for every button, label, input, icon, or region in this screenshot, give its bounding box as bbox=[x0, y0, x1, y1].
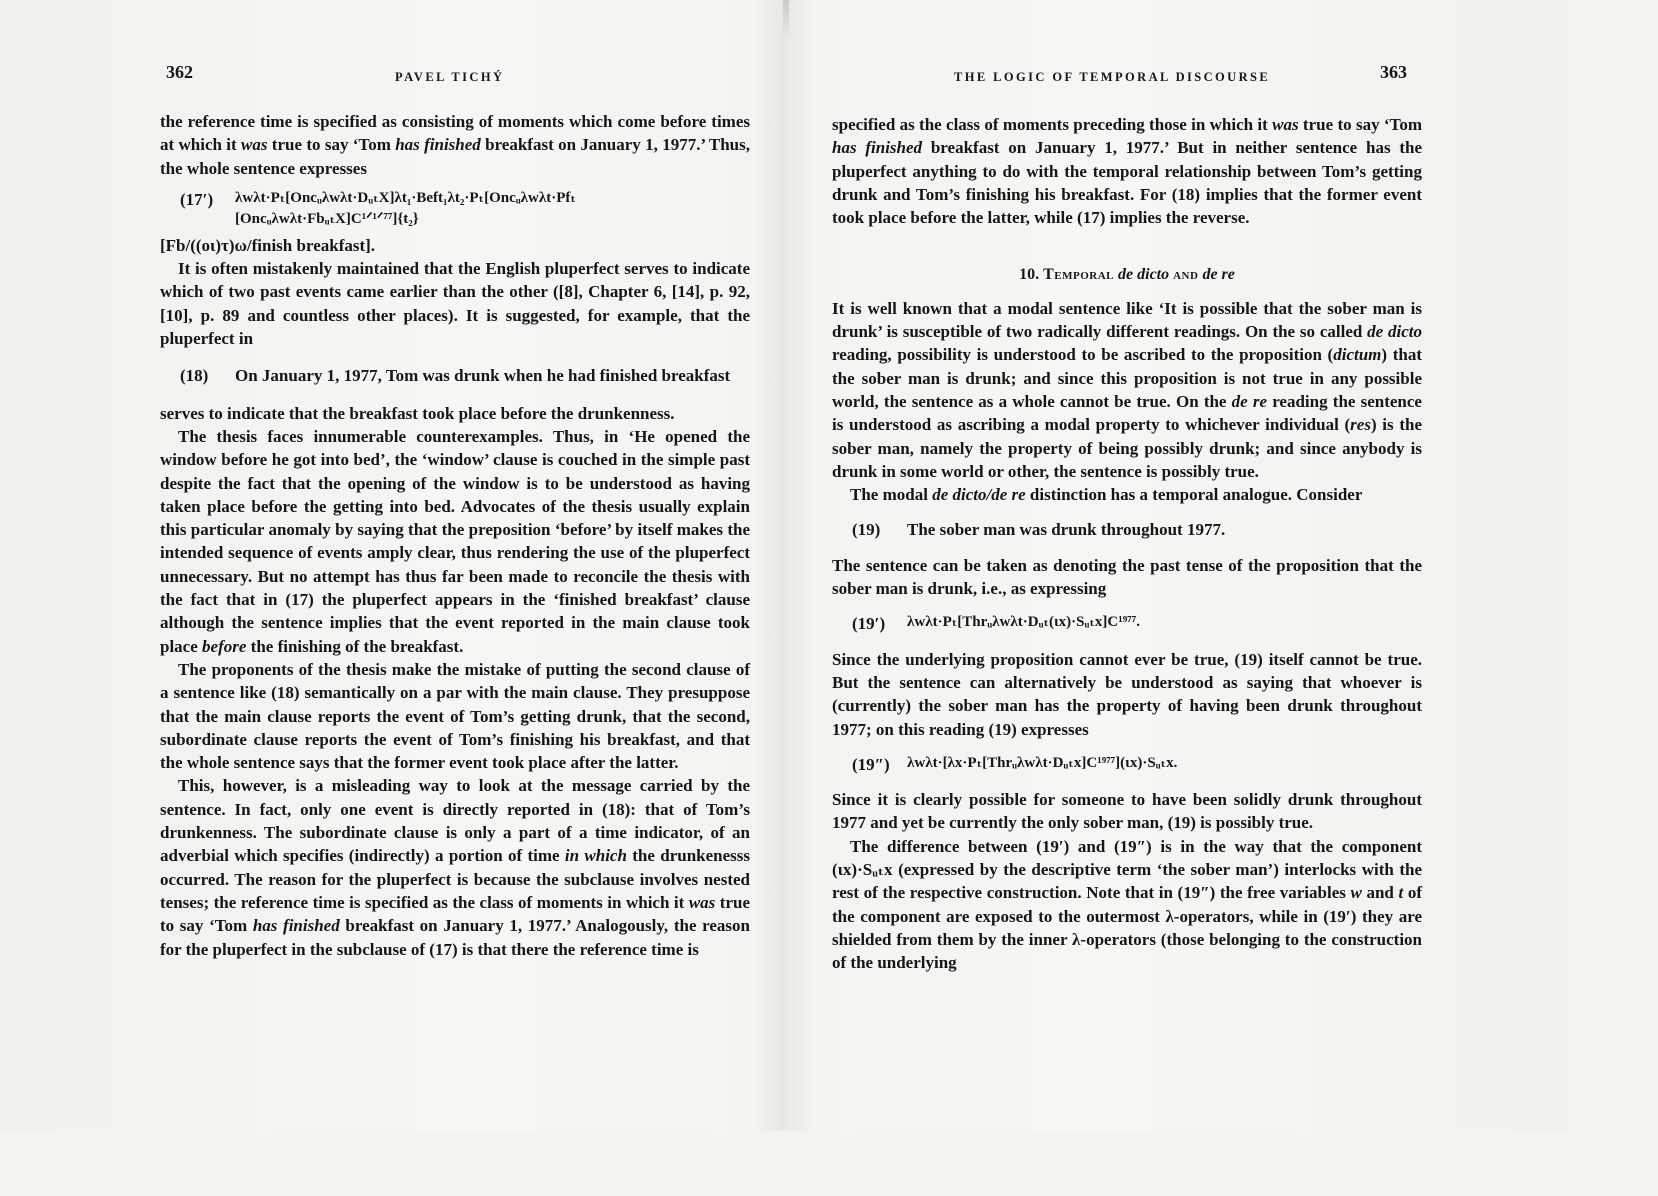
paragraph: The difference between (19′) and (19″) is in the way that the component (ιx)·Sᵤₜx (expressed by the descriptive term ‘the sober man’) interlocks with the rest of the respective construction. Note that in (19″) the free variables w and t of the component are exposed to the outermost λ-operators, while in (19′) they are shielded from them by the inner λ-operators (those belonging to the construction of the underlying bbox=[832, 836, 1422, 973]
example-19-double-prime bbox=[832, 753, 1422, 776]
example-17-prime bbox=[160, 188, 750, 230]
right-page bbox=[832, 0, 1422, 1131]
paragraph: the reference time is specified as consisting of moments which come before times at which it was true to say ‘Tom has finished breakfast on January 1, 1977.’ Thus, the whole sentence expresses bbox=[160, 112, 751, 178]
paragraph: Since it is clearly possible for someone to have been solidly drunk throughout 1977 and yet be currently the only sober man, (19) is possibly true. bbox=[832, 790, 1422, 833]
example-18 bbox=[160, 364, 750, 387]
left-page bbox=[160, 0, 750, 1131]
running-head-author: PAVEL TICHÝ bbox=[395, 70, 505, 84]
example-label: (18) bbox=[180, 366, 209, 386]
section-heading: 10. Temporal de dicto and de re bbox=[1019, 266, 1235, 284]
left-running-head bbox=[160, 62, 750, 92]
paragraph: The sentence can be taken as denoting the past tense of the proposition that the sober man is drunk, i.e., as expressing bbox=[832, 555, 1422, 599]
example-label: (17′) bbox=[180, 189, 214, 209]
paragraph: serves to indicate that the breakfast took place before the drunkenness. bbox=[160, 403, 675, 423]
example-19-prime bbox=[832, 612, 1422, 635]
paragraph: Since the underlying proposition cannot ever be true, (19) itself cannot be true. But the sentence can alternatively be understood as saying that whoever is (currently) the sober man has the property of having been drunk throughout 1977; on this reading (19) expresses bbox=[832, 649, 1422, 739]
running-head-title: THE LOGIC OF TEMPORAL DISCOURSE bbox=[954, 70, 1271, 84]
example-label: (19′) bbox=[852, 614, 886, 634]
example-label: (19″) bbox=[852, 754, 890, 774]
example-formula: λwλt·[λx·Pₜ[Thrᵤλwλt·Dᵤₜx]C¹⁹⁷⁷](ιx)·Sᵤₜx. bbox=[907, 754, 1178, 771]
paragraph: It is often mistakenly maintained that the English pluperfect serves to indicate which of two past events came earlier than the other ([8], Chapter 6, [14], p. 92, [10], p. 89 and countless other places). It is suggested, for example, that the pluperfect in bbox=[160, 259, 750, 349]
left-body bbox=[160, 110, 750, 961]
formula-gloss: [Fb/((οι)τ)ω/finish breakfast]. bbox=[160, 235, 376, 255]
paragraph: The modal de dicto/de re distinction has a temporal analogue. Consider bbox=[850, 485, 1363, 505]
example-formula: λwλt·Pₜ[Oncᵤλwλt·DᵤₜX]λt₁·Beft₁λt₂·Pₜ[Oncᵤλwλt·Pfₜ [Oncᵤλwλt·FbᵤₜX]C¹ᐟ¹ᐟ⁷⁷]{t₂} bbox=[235, 189, 576, 227]
example-label: (19) bbox=[852, 520, 881, 540]
example-19 bbox=[832, 518, 1422, 541]
example-text: The sober man was drunk throughout 1977. bbox=[907, 520, 1226, 540]
paragraph: specified as the class of moments preceding those in which it was true to say ‘Tom has finished breakfast on January 1, 1977.’ But in neither sentence has the pluperfect anything to do with the temporal relationship between Tom’s getting drunk and Tom’s finishing his breakfast. For (18) implies that the former event took place before the latter, while (17) implies the reverse. bbox=[832, 115, 1423, 228]
paragraph: This, however, is a misleading way to look at the message carried by the sentence. In fact, only one event is directly reported in (18): that of Tom’s drunkenness. The subordinate clause is only a part of a time indicator, of an adverbial which specifies (indirectly) a portion of time in which the drunkenesss occurred. The reason for the pluperfect is because the subclause involves nested tenses; the reference time is specified as the class of moments in which it was true to say ‘Tom has finished breakfast on January 1, 1977.’ Analogously, the reason for the pluperfect in the subclause of (17) is that there the reference time is bbox=[160, 776, 751, 959]
paragraph: The thesis faces innumerable counterexamples. Thus, in ‘He opened the window before he got into bed’, the ‘window’ clause is couched in the simple past despite the fact that the opening of the window is to be understood as having taken place before the getting into bed. Advocates of the thesis usually explain this particular anomaly by saying that the preposition ‘before’ by itself makes the intended sequence of events amply clear, thus rendering the use of the pluperfect unnecessary. But no attempt has thus far been made to reconcile the thesis with the fact that in (17) the pluperfect appears in the ‘finished breakfast’ clause although the sentence implies that the event reported in the main clause took place before the finishing of the breakfast. bbox=[160, 426, 750, 656]
right-body bbox=[832, 113, 1422, 975]
paragraph: It is well known that a modal sentence like ‘It is possible that the sober man is drunk’ is susceptible of two radically different readings. On the so called de dicto reading, possibility is understood to be ascribed to the proposition (dictum) that the sober man is drunk; and since this proposition is not true in any possible world, the sentence as a whole cannot be true. On the de re reading the sentence is understood as ascribing a modal property to whichever individual (res) is the sober man, namely the property of being possibly drunk; and since anybody is drunk in some world or other, the sentence is possibly true. bbox=[832, 298, 1422, 481]
page-number-left: 362 bbox=[166, 62, 193, 82]
example-text: On January 1, 1977, Tom was drunk when he had finished breakfast bbox=[235, 366, 731, 386]
example-formula: λwλt·Pₜ[Thrᵤλwλt·Dᵤₜ(ιx)·Sᵤₜx]C¹⁹⁷⁷. bbox=[907, 614, 1140, 631]
gutter-shadow bbox=[783, 0, 789, 40]
page-number-right: 363 bbox=[1380, 62, 1407, 82]
right-running-head bbox=[832, 62, 1422, 92]
paragraph: The proponents of the thesis make the mistake of putting the second clause of a sentence like (18) semantically on a par with the main clause. They presuppose that the main clause reports the event of Tom’s getting drunk, that the second, subordinate clause reports the event of Tom’s finishing his breakfast, and that the whole sentence says that the former event took place after the latter. bbox=[160, 659, 750, 773]
